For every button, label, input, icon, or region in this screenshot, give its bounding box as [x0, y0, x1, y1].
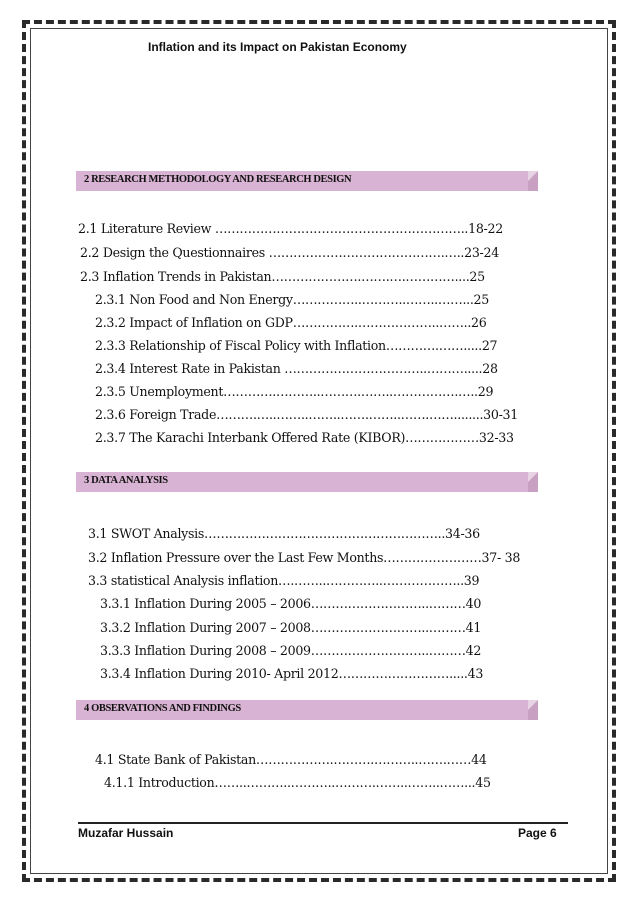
band-tab-decoration [528, 700, 538, 720]
toc-entry[interactable]: 2.3.4 Interest Rate in Pakistan ……………………………..……….....28 [95, 361, 498, 376]
footer-rule [78, 822, 568, 824]
toc-entry[interactable]: 2.3.3 Relationship of Fiscal Policy with Inflation………….…….....27 [95, 338, 498, 353]
section-heading-label: 4 OBSERVATIONS AND FINDINGS [84, 703, 241, 714]
toc-entry[interactable]: 4.1.1 Introduction……..………..………..……….……..……..……...45 [104, 775, 491, 790]
footer-author: Muzafar Hussain [78, 826, 174, 840]
section-heading-4 [76, 700, 538, 720]
band-tab-decoration [528, 171, 538, 191]
toc-entry[interactable]: 2.3.7 The Karachi Interbank Offered Rate (KIBOR)………………32-33 [95, 430, 514, 445]
toc-entry[interactable]: 2.3.6 Foreign Trade……….…..……..……..…….……..…….……........30-31 [95, 407, 518, 422]
band-tab-decoration [528, 472, 538, 492]
footer-page-number: Page 6 [518, 826, 557, 840]
header-title: Inflation and its Impact on Pakistan Economy [148, 40, 407, 54]
toc-entry[interactable]: 3.1 SWOT Analysis…………………………………………………..34-36 [88, 526, 480, 541]
toc-entry[interactable]: 2.1 Literature Review ……………………………………………………..18-22 [78, 221, 503, 236]
section-heading-label: 3 DATA ANALYSIS [84, 475, 168, 486]
toc-entry[interactable]: 2.2 Design the Questionnaires …………………………………….…..23-24 [80, 245, 499, 260]
toc-entry[interactable]: 2.3 Inflation Trends in Pakistan………………….…….….…………....25 [80, 269, 485, 284]
toc-entry[interactable]: 3.2 Inflation Pressure over the Last Few Months……………………37- 38 [88, 550, 521, 565]
toc-entry[interactable]: 2.3.5 Unemployment………….………..……….……..…………….…..29 [95, 384, 494, 399]
section-heading-3 [76, 472, 538, 492]
toc-entry[interactable]: 3.3.3 Inflation During 2008 – 2009………………………..………42 [100, 643, 482, 658]
toc-entry[interactable]: 3.3.2 Inflation During 2007 – 2008………………………..………41 [100, 620, 482, 635]
toc-entry[interactable]: 4.1 State Bank of Pakistan……………….……….………..…….……44 [95, 752, 487, 767]
toc-entry[interactable]: 2.3.2 Impact of Inflation on GDP…………….………………..……..26 [95, 315, 487, 330]
toc-entry[interactable]: 2.3.1 Non Food and Non Energy……………..………..……..……...25 [95, 292, 489, 307]
toc-entry[interactable]: 3.3.4 Inflation During 2010- April 2012……………………….....43 [100, 666, 484, 681]
page-border-inner [30, 28, 608, 874]
toc-entry[interactable]: 3.3 statistical Analysis inflation….……..…………..………………..39 [88, 573, 480, 588]
toc-entry[interactable]: 3.3.1 Inflation During 2005 – 2006………………………..………40 [100, 596, 482, 611]
section-heading-2 [76, 171, 538, 191]
section-heading-label: 2 RESEARCH METHODOLOGY AND RESEARCH DESIGN [84, 174, 352, 185]
